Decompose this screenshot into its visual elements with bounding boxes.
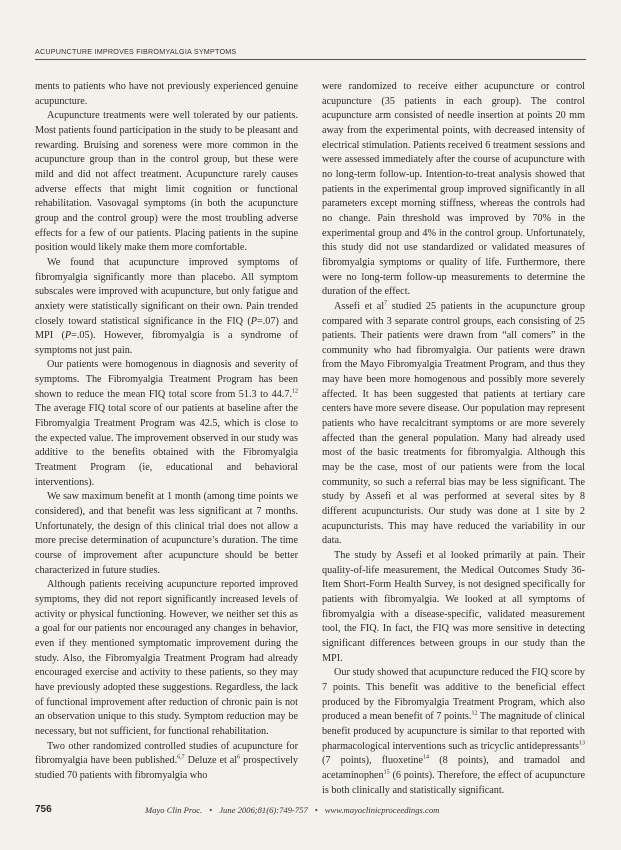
paragraph: Our patients were homogenous in diagnosis and severity of symptoms. The Fibromyalgia Treatment Program has been shown to reduce the mean FIQ total score from 51.3 to 44.7.12 The average FIQ total score of our patients at baseline after the Fibromyalgia Treatment Program was 42.5, which is close to the expected value. The improvement observed in our study was additive to the benefits obtained with the Fibromyalgia Treatment Program (ie, educational and behavioral interventions). [35,359,298,488]
paragraph: Our study showed that acupuncture reduced the FIQ score by 7 points. This benefit was additive to the beneficial effect produced by the Fibromyalgia Treatment Program, which also produced a mean benefit of 7 points.$^{12}$ The magnitude of clinical benefit produced by acupuncture is similar to that reported with pharmacological interventions such as tricyclic antidepressants$^{13}$ (7 points), fluoxetine$^{14}$ (8 points), and tramadol and acetaminophen$^{15}$ (6 points). Therefore, the effect of acupuncture is both clinically and statistically significant. [322,667,586,796]
paragraph: We saw maximum benefit at 1 month (among time points we considered), and that benefit was less significant at 7 months. Unfortunately, the design of this clinical trial does not allow a more precise determination of acupuncture’s duration. The time course of improvement after acupuncture should be better characterized in future studies. [35,491,298,576]
journal-footer [145,805,439,815]
running-head: ACUPUNCTURE IMPROVES FIBROMYALGIA SYMPTOMS [35,47,237,56]
paragraph: The study by Assefi et al looked primarily at pain. Their quality-of-life measurement, the Medical Outcomes Study 36-Item Short-Form Health Survey, is not designed specifically for patients with fibromyalgia. We looked at all symptoms of fibromyalgia with a disease-specific, validated measurement tool, the FIQ. In fact, the FIQ was more sensitive in detecting significant differences between groups in our study than the MPI. [322,550,585,664]
journal-name: Mayo Clin Proc. [145,805,203,815]
paragraph: ments to patients who have not previously experienced genuine acupuncture. [35,81,298,107]
page-number: 756 [35,804,52,815]
journal-issue: June 2006;81(6):749-757 [219,805,308,815]
paragraph: Although patients receiving acupuncture reported improved symptoms, they did not report significantly increased levels of activity or physical functioning. However, we neither set this as a goal for our patients nor encouraged any changes in behavior, even if they mentioned symptomatic improvement during the study. Also, the Fibromyalgia Treatment Program had already encouraged exercise and activity to these patients, so they may have previously adopted these suggestions. Regardless, the lack of functional improvement after reduction of chronic pain is not an observation unique to this study. Symptom reduction may be necessary, but not sufficient, for functional rehabilitation. [35,579,298,737]
paragraph: Assefi et $al^7$ studied 25 patients in the acupuncture group compared with 3 separate control groups, each consisting of 25 patients. Their patients were drawn from “all comers” in the community who had fibromyalgia. Our patients were drawn from the Mayo Fibromyalgia Treatment Program, and thus they may have been more homogenous and possibly more severely affected. It has been suggested that patients at tertiary care centers have more severe disease. Our population may represent patients who have recalcitrant symptoms or are more severely affected than the general population. Many had already used most of the basic treatments for fibromyalgia. Although this may be the case, most of our patients were from the local community, so such a referral bias may be less significant. The study by Assefi et al was performed at several sites by 8 different acupuncturists. Our study was done at 1 site by 2 acupuncturists. This may have reduced the variability in our data. [322,300,585,547]
header-rule [35,59,586,60]
paragraph: were randomized to receive either acupuncture or control acupuncture (35 patients in each group). The control acupuncture arm consisted of needle insertion at points 20 mm away from the experimental points, with decreased intensity of electrical stimulation. Patients received 6 treatment sessions and were assessed immediately after the course of acupuncture with no long-term follow-up. Intention-to-treat analysis showed that patients in the experimental group improved significantly in all parameters except morning stiffness, whereas the controls had no change. Pain threshold was improved by 70% in the experimental group and 4% in the control group. Unfortunately, this study did not use standardized or validated measures of fibromyalgia symptoms or quality of life. Furthermore, there were no long-term follow-up measurements to determine the duration of the effect. [322,81,585,298]
paragraph: Two other randomized controlled studies of acupuncture for fibromyalgia have been published.$^{6,7}$ Deluze et $al^6$ prospectively studied 70 patients with fibromyalgia who [35,740,298,781]
paragraph: Acupuncture treatments were well tolerated by our patients. Most patients found participation in the study to be pleasant and rewarding. Bruising and soreness were more common in the acupuncture group than in the control group, but these were mild and did not affect treatment. Acupuncture rarely causes adverse effects that might limit cognition or functional rehabilitation. Vasovagal symptoms (in both the acupuncture group and the control group) were the most troubling adverse effects for a few of our patients. Placing patients in the supine position would likely make them more comfortable. [35,110,298,254]
left-column [35,80,298,784]
paragraph: We found that acupuncture improved symptoms of fibromyalgia significantly more than placebo. All symptom subscales were improved with acupuncture, but only fatigue and anxiety were statistically significant on their own. Pain trended closely toward statistical significance in the FIQ (P=.07) and MPI (P=.05). However, fibromyalgia is a syndrome of symptoms not just pain. [35,256,298,356]
footer-bullet: • [209,805,213,815]
right-column [322,80,585,798]
footer-bullet: • [314,805,318,815]
journal-url[interactable]: www.mayoclinicproceedings.com [324,805,440,815]
